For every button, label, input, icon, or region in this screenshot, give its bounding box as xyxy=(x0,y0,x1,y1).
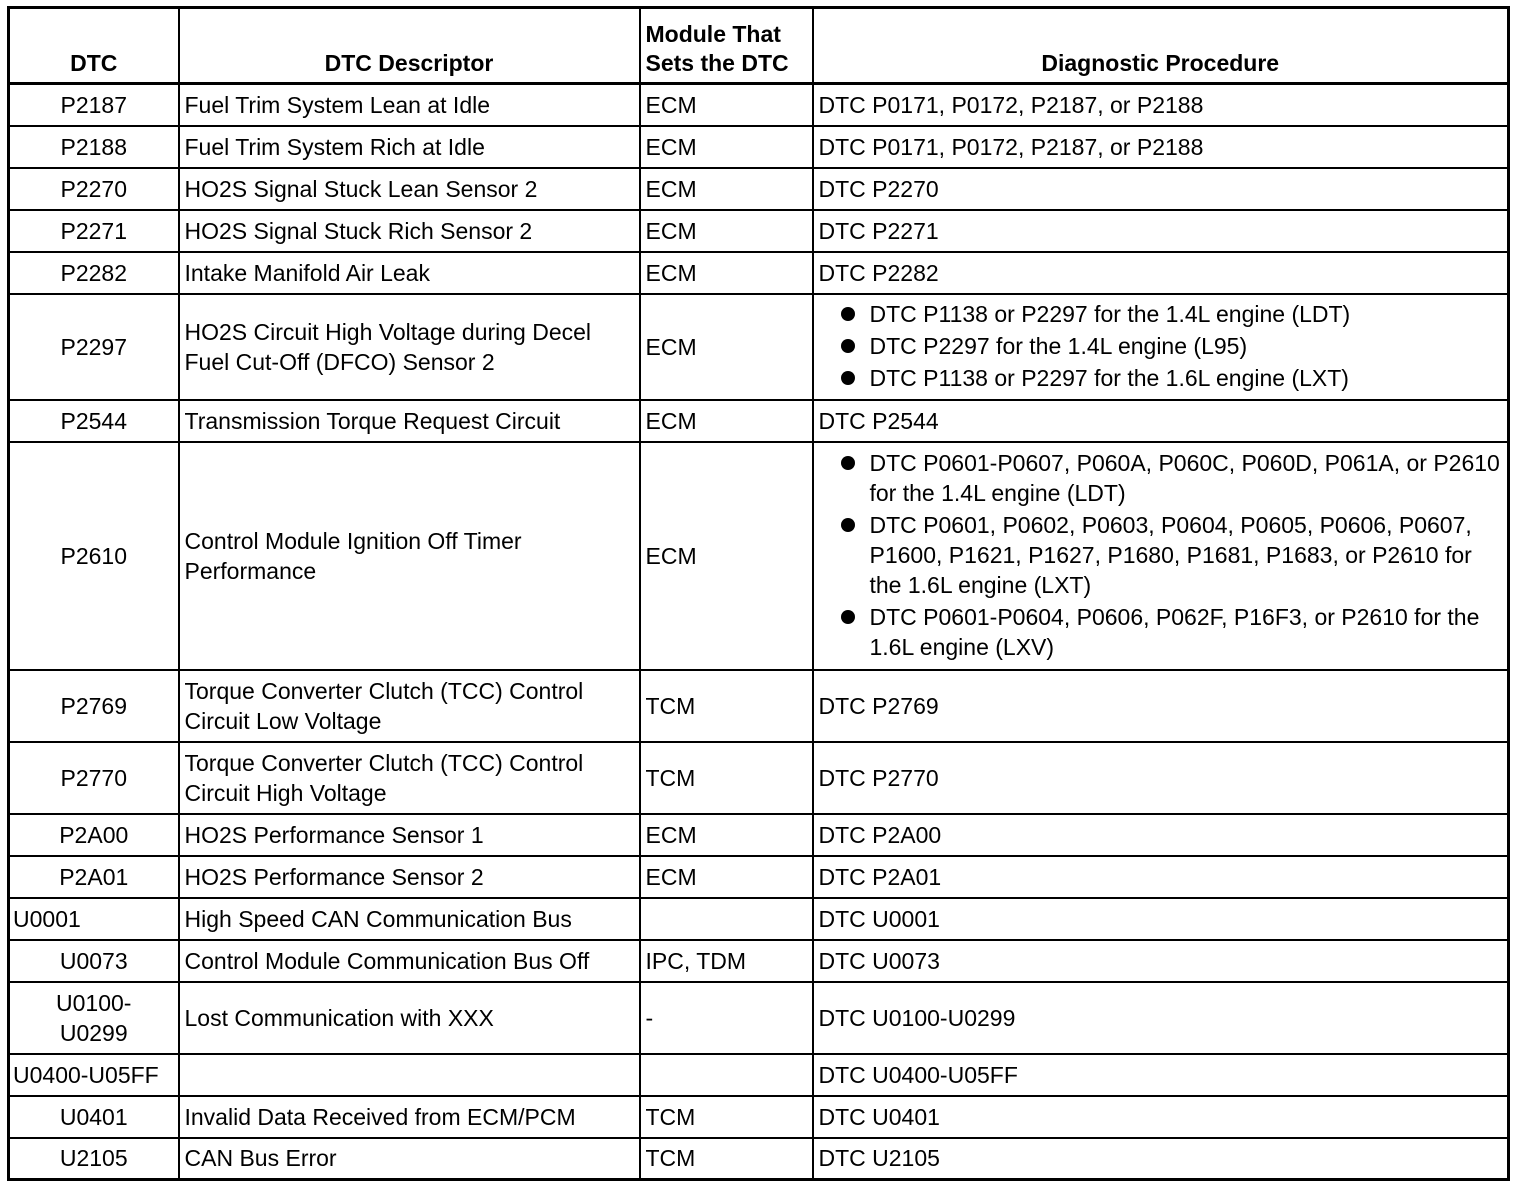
dtc-descriptor: Torque Converter Clutch (TCC) Control Circuit Low Voltage xyxy=(179,670,640,742)
dtc-module: ECM xyxy=(640,814,813,856)
table-header-row xyxy=(9,8,1509,84)
procedure-item-text: DTC P0601, P0602, P0603, P0604, P0605, P0606, P0607, P1600, P1621, P1627, P1680, P1681, P1683, or P2610 for the 1.6L engine (LXT) xyxy=(869,512,1472,598)
table-row xyxy=(9,84,1509,126)
bullet-icon xyxy=(841,307,855,321)
table-row xyxy=(9,898,1509,940)
procedure-list-item xyxy=(819,299,1503,329)
procedure-list xyxy=(819,299,1503,393)
dtc-module: ECM xyxy=(640,294,813,400)
table-row xyxy=(9,982,1509,1054)
dtc-code-line2: U0299 xyxy=(59,1019,128,1046)
dtc-module: ECM xyxy=(640,856,813,898)
dtc-code: P2188 xyxy=(9,126,179,168)
dtc-descriptor: Lost Communication with XXX xyxy=(179,982,640,1054)
dtc-module xyxy=(640,898,813,940)
dtc-module: ECM xyxy=(640,400,813,442)
dtc-table-wrapper xyxy=(7,6,1510,1181)
procedure-list-item xyxy=(819,363,1503,393)
dtc-procedure: DTC P2282 xyxy=(813,252,1509,294)
dtc-code: U0400-U05FF xyxy=(9,1054,179,1096)
dtc-procedure: DTC U2105 xyxy=(813,1138,1509,1180)
dtc-code: U2105 xyxy=(9,1138,179,1180)
dtc-code: P2770 xyxy=(9,742,179,814)
table-row xyxy=(9,1138,1509,1180)
dtc-code: P2297 xyxy=(9,294,179,400)
dtc-code: P2610 xyxy=(9,442,179,670)
dtc-table xyxy=(7,6,1510,1181)
dtc-code xyxy=(9,982,179,1054)
dtc-code: P2270 xyxy=(9,168,179,210)
procedure-list-item xyxy=(819,510,1503,600)
dtc-code: P2544 xyxy=(9,400,179,442)
dtc-code: P2282 xyxy=(9,252,179,294)
table-row xyxy=(9,210,1509,252)
table-row xyxy=(9,742,1509,814)
dtc-descriptor: HO2S Circuit High Voltage during Decel Fuel Cut-Off (DFCO) Sensor 2 xyxy=(179,294,640,400)
dtc-descriptor: Fuel Trim System Lean at Idle xyxy=(179,84,640,126)
dtc-descriptor: Torque Converter Clutch (TCC) Control Circuit High Voltage xyxy=(179,742,640,814)
dtc-procedure xyxy=(813,442,1509,670)
dtc-descriptor: HO2S Performance Sensor 1 xyxy=(179,814,640,856)
dtc-descriptor: HO2S Signal Stuck Rich Sensor 2 xyxy=(179,210,640,252)
dtc-code: U0001 xyxy=(9,898,179,940)
dtc-procedure: DTC U0401 xyxy=(813,1096,1509,1138)
procedure-list xyxy=(819,448,1503,662)
procedure-list-item xyxy=(819,331,1503,361)
header-dtc: DTC xyxy=(9,8,179,84)
table-row xyxy=(9,1054,1509,1096)
header-module-line1: Module That xyxy=(645,21,781,47)
dtc-module: TCM xyxy=(640,742,813,814)
dtc-descriptor xyxy=(179,1054,640,1096)
dtc-code: P2187 xyxy=(9,84,179,126)
table-row xyxy=(9,670,1509,742)
table-row xyxy=(9,294,1509,400)
bullet-icon xyxy=(841,339,855,353)
dtc-descriptor: Transmission Torque Request Circuit xyxy=(179,400,640,442)
dtc-procedure: DTC U0400-U05FF xyxy=(813,1054,1509,1096)
bullet-icon xyxy=(841,456,855,470)
dtc-code: P2A01 xyxy=(9,856,179,898)
dtc-module: ECM xyxy=(640,210,813,252)
dtc-procedure: DTC U0073 xyxy=(813,940,1509,982)
dtc-procedure xyxy=(813,294,1509,400)
header-procedure: Diagnostic Procedure xyxy=(813,8,1509,84)
dtc-descriptor: Invalid Data Received from ECM/PCM xyxy=(179,1096,640,1138)
table-row xyxy=(9,940,1509,982)
procedure-list-item xyxy=(819,448,1503,508)
table-row xyxy=(9,252,1509,294)
dtc-descriptor: HO2S Signal Stuck Lean Sensor 2 xyxy=(179,168,640,210)
dtc-module xyxy=(640,1054,813,1096)
dtc-descriptor: Intake Manifold Air Leak xyxy=(179,252,640,294)
dtc-procedure: DTC P2271 xyxy=(813,210,1509,252)
dtc-procedure: DTC P2A01 xyxy=(813,856,1509,898)
table-row xyxy=(9,856,1509,898)
dtc-procedure: DTC P2769 xyxy=(813,670,1509,742)
table-row xyxy=(9,814,1509,856)
procedure-item-text: DTC P0601-P0604, P0606, P062F, P16F3, or P2610 for the 1.6L engine (LXV) xyxy=(869,604,1480,660)
dtc-code: P2271 xyxy=(9,210,179,252)
dtc-code: P2A00 xyxy=(9,814,179,856)
dtc-module: - xyxy=(640,982,813,1054)
table-row xyxy=(9,400,1509,442)
dtc-procedure: DTC P2544 xyxy=(813,400,1509,442)
procedure-item-text: DTC P2297 for the 1.4L engine (L95) xyxy=(869,333,1248,359)
bullet-icon xyxy=(841,610,855,624)
table-row xyxy=(9,442,1509,670)
dtc-procedure: DTC P2270 xyxy=(813,168,1509,210)
dtc-procedure: DTC P0171, P0172, P2187, or P2188 xyxy=(813,84,1509,126)
dtc-procedure: DTC U0001 xyxy=(813,898,1509,940)
dtc-module: TCM xyxy=(640,1138,813,1180)
dtc-descriptor: Fuel Trim System Rich at Idle xyxy=(179,126,640,168)
bullet-icon xyxy=(841,371,855,385)
dtc-descriptor: Control Module Communication Bus Off xyxy=(179,940,640,982)
table-row xyxy=(9,1096,1509,1138)
dtc-module: IPC, TDM xyxy=(640,940,813,982)
procedure-item-text: DTC P1138 or P2297 for the 1.6L engine (LXT) xyxy=(869,365,1349,391)
dtc-code: U0073 xyxy=(9,940,179,982)
procedure-item-text: DTC P1138 or P2297 for the 1.4L engine (LDT) xyxy=(869,301,1351,327)
dtc-descriptor: CAN Bus Error xyxy=(179,1138,640,1180)
table-row xyxy=(9,126,1509,168)
header-module-line2: Sets the DTC xyxy=(645,50,789,76)
procedure-item-text: DTC P0601-P0607, P060A, P060C, P060D, P061A, or P2610 for the 1.4L engine (LDT) xyxy=(869,450,1500,506)
dtc-module: TCM xyxy=(640,1096,813,1138)
dtc-module: ECM xyxy=(640,252,813,294)
bullet-icon xyxy=(841,518,855,532)
dtc-descriptor: HO2S Performance Sensor 2 xyxy=(179,856,640,898)
dtc-procedure: DTC P2770 xyxy=(813,742,1509,814)
dtc-module: TCM xyxy=(640,670,813,742)
dtc-code-line1: U0100- xyxy=(56,989,132,1016)
dtc-descriptor: Control Module Ignition Off Timer Performance xyxy=(179,442,640,670)
dtc-procedure: DTC U0100-U0299 xyxy=(813,982,1509,1054)
dtc-module: ECM xyxy=(640,84,813,126)
dtc-module: ECM xyxy=(640,126,813,168)
dtc-procedure: DTC P2A00 xyxy=(813,814,1509,856)
dtc-code: U0401 xyxy=(9,1096,179,1138)
procedure-list-item xyxy=(819,602,1503,662)
header-module xyxy=(640,8,813,84)
dtc-descriptor: High Speed CAN Communication Bus xyxy=(179,898,640,940)
dtc-module: ECM xyxy=(640,442,813,670)
table-row xyxy=(9,168,1509,210)
dtc-procedure: DTC P0171, P0172, P2187, or P2188 xyxy=(813,126,1509,168)
header-descriptor: DTC Descriptor xyxy=(179,8,640,84)
dtc-code: P2769 xyxy=(9,670,179,742)
dtc-module: ECM xyxy=(640,168,813,210)
